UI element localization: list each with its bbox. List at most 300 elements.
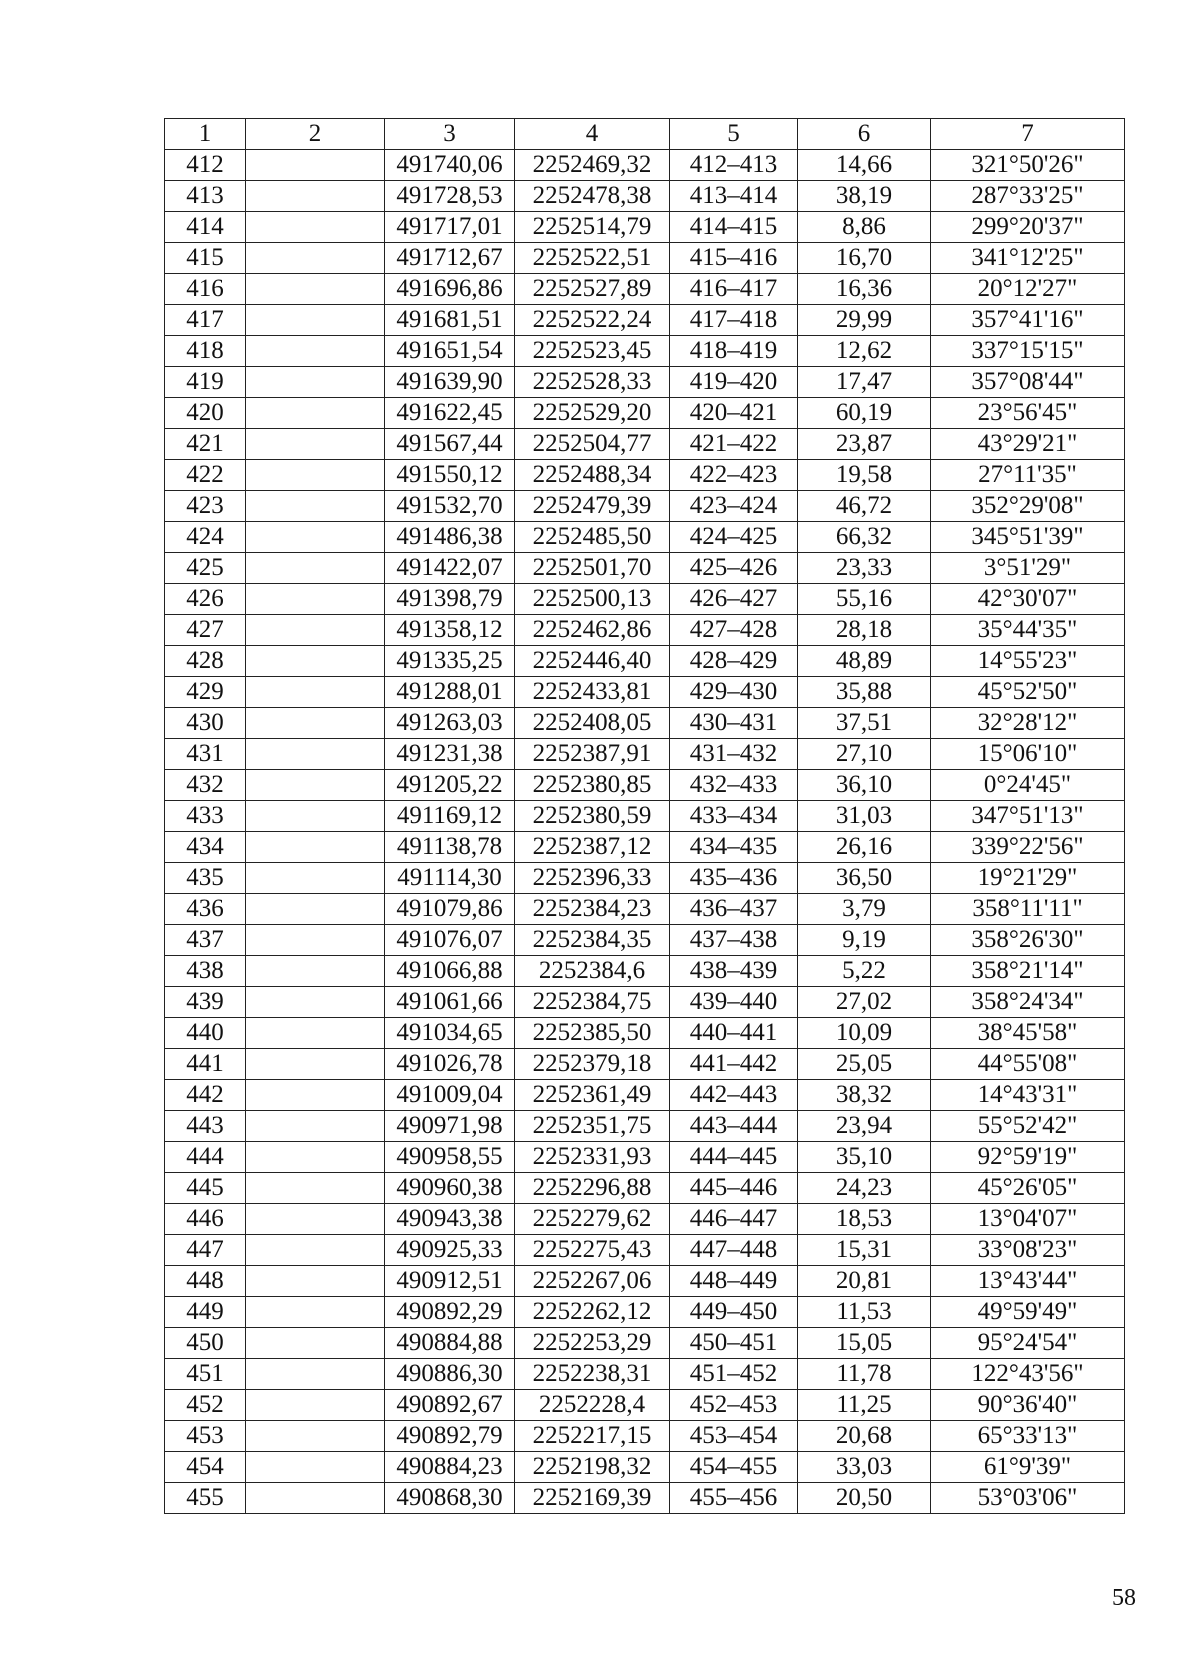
cell-length: 23,33 [798, 553, 931, 584]
cell-y-coordinate: 2252169,39 [515, 1483, 670, 1514]
cell-point-number: 412 [165, 150, 246, 181]
cell-x-coordinate: 491263,03 [385, 708, 515, 739]
cell-point-number: 433 [165, 801, 246, 832]
cell-empty [246, 708, 385, 739]
cell-x-coordinate: 491422,07 [385, 553, 515, 584]
cell-x-coordinate: 491622,45 [385, 398, 515, 429]
header-cell-2: 2 [246, 119, 385, 150]
cell-length: 46,72 [798, 491, 931, 522]
cell-length: 35,88 [798, 677, 931, 708]
cell-bearing: 358°26'30" [931, 925, 1125, 956]
cell-x-coordinate: 491335,25 [385, 646, 515, 677]
cell-length: 36,10 [798, 770, 931, 801]
cell-length: 9,19 [798, 925, 931, 956]
cell-empty [246, 956, 385, 987]
cell-bearing: 42°30'07" [931, 584, 1125, 615]
cell-empty [246, 367, 385, 398]
cell-segment: 414–415 [670, 212, 798, 243]
table-row [165, 1421, 1125, 1452]
cell-bearing: 299°20'37" [931, 212, 1125, 243]
cell-length: 38,32 [798, 1080, 931, 1111]
cell-segment: 444–445 [670, 1142, 798, 1173]
cell-y-coordinate: 2252380,85 [515, 770, 670, 801]
cell-x-coordinate: 490912,51 [385, 1266, 515, 1297]
cell-y-coordinate: 2252228,4 [515, 1390, 670, 1421]
table-row [165, 646, 1125, 677]
cell-segment: 429–430 [670, 677, 798, 708]
cell-empty [246, 1328, 385, 1359]
cell-empty [246, 739, 385, 770]
cell-bearing: 358°24'34" [931, 987, 1125, 1018]
cell-point-number: 438 [165, 956, 246, 987]
cell-point-number: 415 [165, 243, 246, 274]
cell-point-number: 435 [165, 863, 246, 894]
cell-x-coordinate: 491651,54 [385, 336, 515, 367]
table-row [165, 1173, 1125, 1204]
cell-segment: 412–413 [670, 150, 798, 181]
cell-segment: 450–451 [670, 1328, 798, 1359]
cell-x-coordinate: 491486,38 [385, 522, 515, 553]
cell-length: 12,62 [798, 336, 931, 367]
cell-empty [246, 1266, 385, 1297]
cell-length: 31,03 [798, 801, 931, 832]
cell-y-coordinate: 2252479,39 [515, 491, 670, 522]
cell-length: 15,05 [798, 1328, 931, 1359]
cell-segment: 424–425 [670, 522, 798, 553]
cell-y-coordinate: 2252527,89 [515, 274, 670, 305]
cell-segment: 423–424 [670, 491, 798, 522]
cell-y-coordinate: 2252529,20 [515, 398, 670, 429]
cell-empty [246, 1080, 385, 1111]
cell-y-coordinate: 2252522,51 [515, 243, 670, 274]
header-cell-5: 5 [670, 119, 798, 150]
cell-x-coordinate: 490886,30 [385, 1359, 515, 1390]
cell-bearing: 90°36'40" [931, 1390, 1125, 1421]
cell-length: 66,32 [798, 522, 931, 553]
cell-point-number: 445 [165, 1173, 246, 1204]
table-row [165, 584, 1125, 615]
cell-length: 16,70 [798, 243, 931, 274]
cell-point-number: 422 [165, 460, 246, 491]
cell-y-coordinate: 2252408,05 [515, 708, 670, 739]
cell-x-coordinate: 491681,51 [385, 305, 515, 336]
cell-empty [246, 274, 385, 305]
cell-empty [246, 398, 385, 429]
cell-empty [246, 615, 385, 646]
cell-x-coordinate: 491061,66 [385, 987, 515, 1018]
table-row [165, 1142, 1125, 1173]
cell-point-number: 426 [165, 584, 246, 615]
cell-y-coordinate: 2252279,62 [515, 1204, 670, 1235]
cell-bearing: 122°43'56" [931, 1359, 1125, 1390]
cell-segment: 430–431 [670, 708, 798, 739]
cell-length: 27,10 [798, 739, 931, 770]
cell-point-number: 420 [165, 398, 246, 429]
cell-y-coordinate: 2252380,59 [515, 801, 670, 832]
cell-point-number: 452 [165, 1390, 246, 1421]
cell-point-number: 444 [165, 1142, 246, 1173]
cell-point-number: 455 [165, 1483, 246, 1514]
cell-y-coordinate: 2252331,93 [515, 1142, 670, 1173]
cell-segment: 427–428 [670, 615, 798, 646]
cell-x-coordinate: 491138,78 [385, 832, 515, 863]
cell-point-number: 436 [165, 894, 246, 925]
cell-segment: 448–449 [670, 1266, 798, 1297]
cell-length: 14,66 [798, 150, 931, 181]
cell-segment: 453–454 [670, 1421, 798, 1452]
table-body [165, 150, 1125, 1514]
cell-segment: 428–429 [670, 646, 798, 677]
cell-bearing: 20°12'27" [931, 274, 1125, 305]
cell-length: 26,16 [798, 832, 931, 863]
cell-segment: 418–419 [670, 336, 798, 367]
cell-segment: 452–453 [670, 1390, 798, 1421]
table-row [165, 1297, 1125, 1328]
cell-point-number: 424 [165, 522, 246, 553]
cell-segment: 417–418 [670, 305, 798, 336]
cell-segment: 425–426 [670, 553, 798, 584]
cell-segment: 446–447 [670, 1204, 798, 1235]
cell-point-number: 432 [165, 770, 246, 801]
cell-length: 17,47 [798, 367, 931, 398]
cell-y-coordinate: 2252384,35 [515, 925, 670, 956]
cell-empty [246, 1018, 385, 1049]
cell-empty [246, 150, 385, 181]
cell-bearing: 337°15'15" [931, 336, 1125, 367]
cell-bearing: 92°59'19" [931, 1142, 1125, 1173]
cell-empty [246, 491, 385, 522]
cell-bearing: 44°55'08" [931, 1049, 1125, 1080]
cell-bearing: 95°24'54" [931, 1328, 1125, 1359]
cell-y-coordinate: 2252253,29 [515, 1328, 670, 1359]
cell-empty [246, 646, 385, 677]
cell-empty [246, 1297, 385, 1328]
table-row [165, 1049, 1125, 1080]
cell-y-coordinate: 2252485,50 [515, 522, 670, 553]
cell-point-number: 437 [165, 925, 246, 956]
table-row [165, 553, 1125, 584]
cell-empty [246, 1049, 385, 1080]
cell-y-coordinate: 2252528,33 [515, 367, 670, 398]
cell-point-number: 434 [165, 832, 246, 863]
cell-segment: 432–433 [670, 770, 798, 801]
table-row [165, 398, 1125, 429]
cell-length: 20,50 [798, 1483, 931, 1514]
cell-x-coordinate: 491712,67 [385, 243, 515, 274]
header-cell-3: 3 [385, 119, 515, 150]
table-row [165, 1080, 1125, 1111]
cell-bearing: 53°03'06" [931, 1483, 1125, 1514]
cell-bearing: 15°06'10" [931, 739, 1125, 770]
cell-empty [246, 429, 385, 460]
cell-bearing: 35°44'35" [931, 615, 1125, 646]
cell-bearing: 357°41'16" [931, 305, 1125, 336]
cell-y-coordinate: 2252500,13 [515, 584, 670, 615]
cell-point-number: 440 [165, 1018, 246, 1049]
cell-y-coordinate: 2252488,34 [515, 460, 670, 491]
cell-empty [246, 925, 385, 956]
cell-bearing: 45°26'05" [931, 1173, 1125, 1204]
cell-bearing: 357°08'44" [931, 367, 1125, 398]
coordinates-table [164, 118, 1125, 1514]
header-cell-4: 4 [515, 119, 670, 150]
cell-empty [246, 522, 385, 553]
cell-segment: 434–435 [670, 832, 798, 863]
cell-point-number: 451 [165, 1359, 246, 1390]
cell-y-coordinate: 2252396,33 [515, 863, 670, 894]
table-row [165, 181, 1125, 212]
cell-empty [246, 243, 385, 274]
cell-x-coordinate: 491740,06 [385, 150, 515, 181]
cell-y-coordinate: 2252275,43 [515, 1235, 670, 1266]
cell-empty [246, 894, 385, 925]
header-cell-7: 7 [931, 119, 1125, 150]
cell-bearing: 321°50'26" [931, 150, 1125, 181]
cell-segment: 445–446 [670, 1173, 798, 1204]
cell-x-coordinate: 491066,88 [385, 956, 515, 987]
cell-y-coordinate: 2252446,40 [515, 646, 670, 677]
cell-length: 5,22 [798, 956, 931, 987]
table-row [165, 801, 1125, 832]
cell-x-coordinate: 490892,29 [385, 1297, 515, 1328]
cell-x-coordinate: 491231,38 [385, 739, 515, 770]
page-number: 58 [1112, 1585, 1136, 1611]
cell-length: 15,31 [798, 1235, 931, 1266]
cell-empty [246, 1235, 385, 1266]
cell-x-coordinate: 491288,01 [385, 677, 515, 708]
cell-point-number: 441 [165, 1049, 246, 1080]
cell-y-coordinate: 2252523,45 [515, 336, 670, 367]
cell-length: 19,58 [798, 460, 931, 491]
table-row [165, 1483, 1125, 1514]
cell-empty [246, 1421, 385, 1452]
cell-length: 10,09 [798, 1018, 931, 1049]
cell-segment: 451–452 [670, 1359, 798, 1390]
cell-y-coordinate: 2252385,50 [515, 1018, 670, 1049]
cell-bearing: 352°29'08" [931, 491, 1125, 522]
cell-empty [246, 584, 385, 615]
cell-empty [246, 1111, 385, 1142]
cell-length: 23,94 [798, 1111, 931, 1142]
cell-y-coordinate: 2252217,15 [515, 1421, 670, 1452]
cell-y-coordinate: 2252514,79 [515, 212, 670, 243]
cell-bearing: 339°22'56" [931, 832, 1125, 863]
cell-segment: 435–436 [670, 863, 798, 894]
cell-length: 23,87 [798, 429, 931, 460]
table-row [165, 1235, 1125, 1266]
table-row [165, 739, 1125, 770]
cell-point-number: 425 [165, 553, 246, 584]
cell-x-coordinate: 491169,12 [385, 801, 515, 832]
cell-y-coordinate: 2252504,77 [515, 429, 670, 460]
cell-segment: 442–443 [670, 1080, 798, 1111]
cell-length: 11,53 [798, 1297, 931, 1328]
cell-empty [246, 305, 385, 336]
cell-bearing: 65°33'13" [931, 1421, 1125, 1452]
cell-y-coordinate: 2252379,18 [515, 1049, 670, 1080]
cell-length: 48,89 [798, 646, 931, 677]
cell-segment: 447–448 [670, 1235, 798, 1266]
cell-empty [246, 336, 385, 367]
cell-empty [246, 1359, 385, 1390]
cell-point-number: 450 [165, 1328, 246, 1359]
cell-segment: 439–440 [670, 987, 798, 1018]
cell-x-coordinate: 491034,65 [385, 1018, 515, 1049]
table-row [165, 1390, 1125, 1421]
cell-empty [246, 1483, 385, 1514]
cell-point-number: 423 [165, 491, 246, 522]
cell-bearing: 43°29'21" [931, 429, 1125, 460]
cell-x-coordinate: 490925,33 [385, 1235, 515, 1266]
cell-length: 28,18 [798, 615, 931, 646]
cell-bearing: 45°52'50" [931, 677, 1125, 708]
cell-y-coordinate: 2252238,31 [515, 1359, 670, 1390]
cell-bearing: 14°55'23" [931, 646, 1125, 677]
cell-bearing: 3°51'29" [931, 553, 1125, 584]
cell-empty [246, 863, 385, 894]
cell-y-coordinate: 2252469,32 [515, 150, 670, 181]
cell-segment: 413–414 [670, 181, 798, 212]
cell-point-number: 428 [165, 646, 246, 677]
cell-length: 33,03 [798, 1452, 931, 1483]
cell-point-number: 454 [165, 1452, 246, 1483]
cell-segment: 436–437 [670, 894, 798, 925]
cell-y-coordinate: 2252384,23 [515, 894, 670, 925]
table-row [165, 212, 1125, 243]
cell-bearing: 287°33'25" [931, 181, 1125, 212]
cell-segment: 438–439 [670, 956, 798, 987]
cell-x-coordinate: 491079,86 [385, 894, 515, 925]
cell-point-number: 442 [165, 1080, 246, 1111]
cell-length: 11,78 [798, 1359, 931, 1390]
table-row [165, 429, 1125, 460]
cell-segment: 455–456 [670, 1483, 798, 1514]
cell-y-coordinate: 2252501,70 [515, 553, 670, 584]
cell-point-number: 418 [165, 336, 246, 367]
cell-bearing: 23°56'45" [931, 398, 1125, 429]
table-row [165, 305, 1125, 336]
cell-x-coordinate: 491358,12 [385, 615, 515, 646]
cell-point-number: 447 [165, 1235, 246, 1266]
cell-bearing: 347°51'13" [931, 801, 1125, 832]
cell-empty [246, 1204, 385, 1235]
table-row [165, 832, 1125, 863]
table-row [165, 1328, 1125, 1359]
cell-x-coordinate: 490958,55 [385, 1142, 515, 1173]
cell-bearing: 19°21'29" [931, 863, 1125, 894]
cell-point-number: 453 [165, 1421, 246, 1452]
cell-y-coordinate: 2252262,12 [515, 1297, 670, 1328]
table-row [165, 987, 1125, 1018]
cell-bearing: 345°51'39" [931, 522, 1125, 553]
cell-bearing: 33°08'23" [931, 1235, 1125, 1266]
cell-x-coordinate: 491696,86 [385, 274, 515, 305]
cell-point-number: 421 [165, 429, 246, 460]
cell-y-coordinate: 2252478,38 [515, 181, 670, 212]
cell-empty [246, 1142, 385, 1173]
table-header [165, 119, 1125, 150]
cell-y-coordinate: 2252198,32 [515, 1452, 670, 1483]
cell-point-number: 449 [165, 1297, 246, 1328]
cell-length: 20,68 [798, 1421, 931, 1452]
table-row [165, 708, 1125, 739]
table-row [165, 336, 1125, 367]
table-row [165, 1266, 1125, 1297]
cell-segment: 449–450 [670, 1297, 798, 1328]
cell-point-number: 443 [165, 1111, 246, 1142]
cell-empty [246, 1173, 385, 1204]
cell-bearing: 55°52'42" [931, 1111, 1125, 1142]
table-row [165, 367, 1125, 398]
cell-length: 35,10 [798, 1142, 931, 1173]
cell-length: 36,50 [798, 863, 931, 894]
cell-x-coordinate: 491398,79 [385, 584, 515, 615]
cell-empty [246, 460, 385, 491]
cell-x-coordinate: 490960,38 [385, 1173, 515, 1204]
cell-segment: 426–427 [670, 584, 798, 615]
cell-x-coordinate: 491550,12 [385, 460, 515, 491]
cell-length: 27,02 [798, 987, 931, 1018]
cell-length: 16,36 [798, 274, 931, 305]
cell-y-coordinate: 2252351,75 [515, 1111, 670, 1142]
cell-length: 37,51 [798, 708, 931, 739]
cell-y-coordinate: 2252384,6 [515, 956, 670, 987]
cell-point-number: 414 [165, 212, 246, 243]
table-row [165, 770, 1125, 801]
cell-x-coordinate: 490943,38 [385, 1204, 515, 1235]
table-row [165, 274, 1125, 305]
cell-segment: 419–420 [670, 367, 798, 398]
cell-segment: 441–442 [670, 1049, 798, 1080]
cell-x-coordinate: 491009,04 [385, 1080, 515, 1111]
table-row [165, 677, 1125, 708]
cell-length: 55,16 [798, 584, 931, 615]
cell-point-number: 419 [165, 367, 246, 398]
cell-length: 60,19 [798, 398, 931, 429]
cell-x-coordinate: 491567,44 [385, 429, 515, 460]
cell-y-coordinate: 2252522,24 [515, 305, 670, 336]
cell-x-coordinate: 491026,78 [385, 1049, 515, 1080]
cell-x-coordinate: 490971,98 [385, 1111, 515, 1142]
table-row [165, 1111, 1125, 1142]
cell-x-coordinate: 490884,23 [385, 1452, 515, 1483]
cell-segment: 431–432 [670, 739, 798, 770]
cell-y-coordinate: 2252267,06 [515, 1266, 670, 1297]
cell-length: 8,86 [798, 212, 931, 243]
cell-segment: 422–423 [670, 460, 798, 491]
cell-empty [246, 770, 385, 801]
cell-empty [246, 832, 385, 863]
cell-bearing: 14°43'31" [931, 1080, 1125, 1111]
cell-length: 11,25 [798, 1390, 931, 1421]
cell-empty [246, 181, 385, 212]
table-row [165, 491, 1125, 522]
coordinates-sheet [164, 118, 1124, 1514]
cell-x-coordinate: 491717,01 [385, 212, 515, 243]
cell-x-coordinate: 491639,90 [385, 367, 515, 398]
table-row [165, 1359, 1125, 1390]
cell-point-number: 439 [165, 987, 246, 1018]
cell-empty [246, 553, 385, 584]
cell-x-coordinate: 491728,53 [385, 181, 515, 212]
header-row [165, 119, 1125, 150]
cell-segment: 416–417 [670, 274, 798, 305]
cell-point-number: 416 [165, 274, 246, 305]
table-row [165, 243, 1125, 274]
cell-bearing: 341°12'25" [931, 243, 1125, 274]
cell-point-number: 417 [165, 305, 246, 336]
cell-empty [246, 987, 385, 1018]
